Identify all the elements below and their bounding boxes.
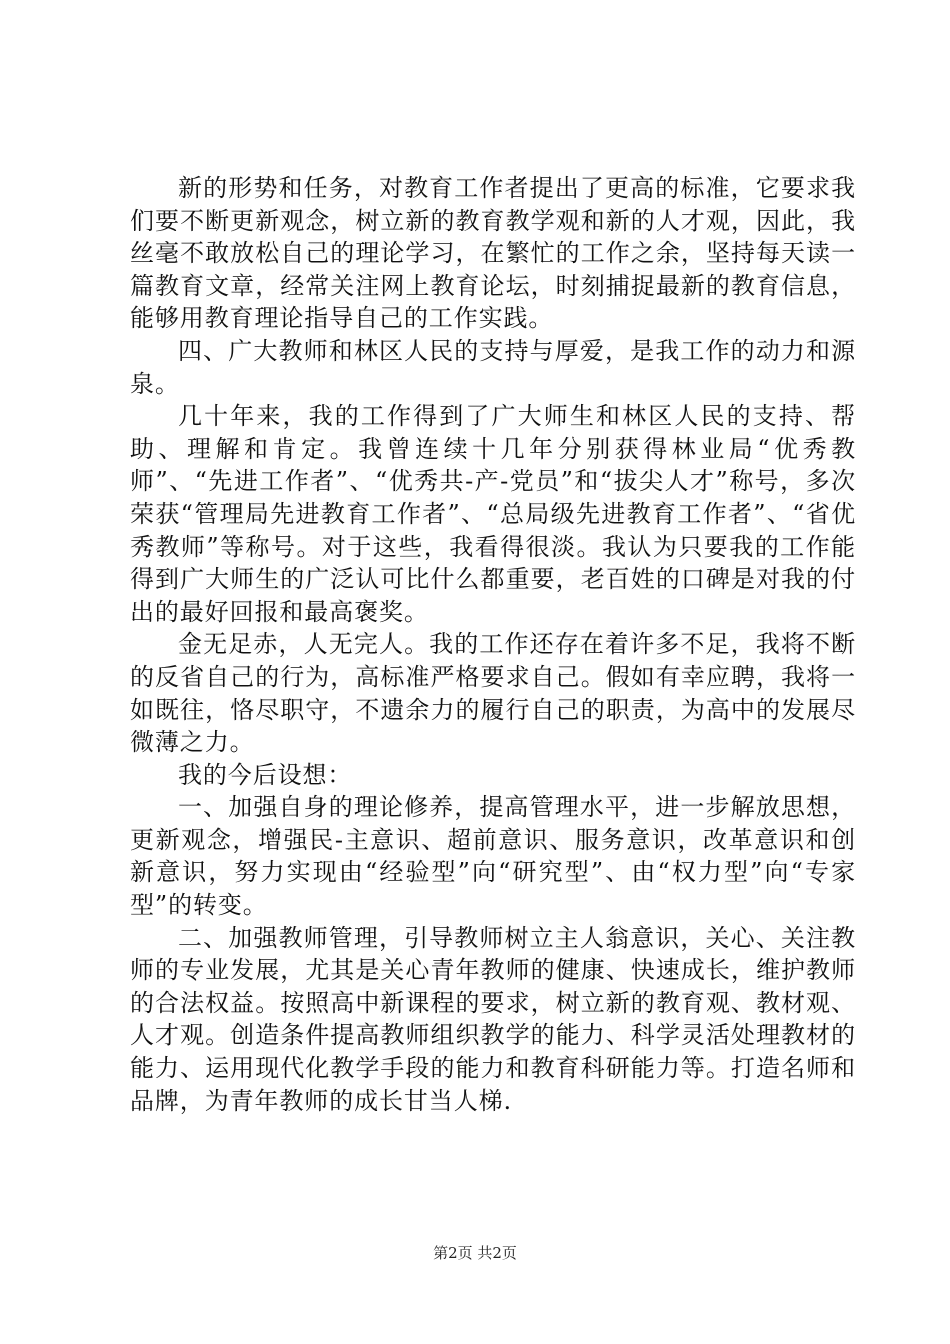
page-number-footer: 第2页 共2页: [433, 1244, 517, 1262]
paragraph-support-heading: 四、广大教师和林区人民的支持与厚爱，是我工作的动力和源泉。: [130, 336, 856, 398]
paragraph-achievements: 几十年来，我的工作得到了广大师生和林区人民的支持、帮助、理解和肯定。我曾连续十几年分别获得林业局“优秀教师”、“先进工作者”、“优秀共-产-党员”和“拔尖人才”称号，多次荣获“管理局先进教育工作者”、“总局级先进教育工作者”、“省优秀教师”等称号。对于这些，我看得很淡。我认为只要我的工作能得到广大师生的广泛认可比什么都重要，老百姓的口碑是对我的付出的最好回报和最高褒奖。: [130, 402, 856, 626]
paragraph-self-reflection: 金无足赤，人无完人。我的工作还存在着许多不足，我将不断的反省自己的行为，高标准严格要求自己。假如有幸应聘，我将一如既往，恪尽职守，不遗余力的履行自己的职责，为高中的发展尽微薄之力。: [130, 630, 856, 757]
paragraph-plan-two: 二、加强教师管理，引导教师树立主人翁意识，关心、关注教师的专业发展，尤其是关心青年教师的健康、快速成长，维护教师的合法权益。按照高中新课程的要求，树立新的教育观、教材观、人才观。创造条件提高教师组织教学的能力、科学灵活处理教材的能力、运用现代化教学手段的能力和教育科研能力等。打造名师和品牌，为青年教师的成长甘当人梯.: [130, 923, 856, 1115]
paragraph-future-plans-heading: 我的今后设想：: [178, 760, 353, 789]
document-body: [130, 172, 856, 1117]
paragraph-plan-one: 一、加强自身的理论修养，提高管理水平，进一步解放思想，更新观念，增强民-主意识、超前意识、服务意识，改革意识和创新意识，努力实现由“经验型”向“研究型”、由“权力型”向“专家型”的转变。: [130, 793, 856, 920]
paragraph-new-situation: 新的形势和任务，对教育工作者提出了更高的标准，它要求我们要不断更新观念，树立新的教育教学观和新的人才观，因此，我丝毫不敢放松自己的理论学习，在繁忙的工作之余，坚持每天读一篇教育文章，经常关注网上教育论坛，时刻捕捉最新的教育信息，能够用教育理论指导自己的工作实践。: [130, 174, 856, 333]
